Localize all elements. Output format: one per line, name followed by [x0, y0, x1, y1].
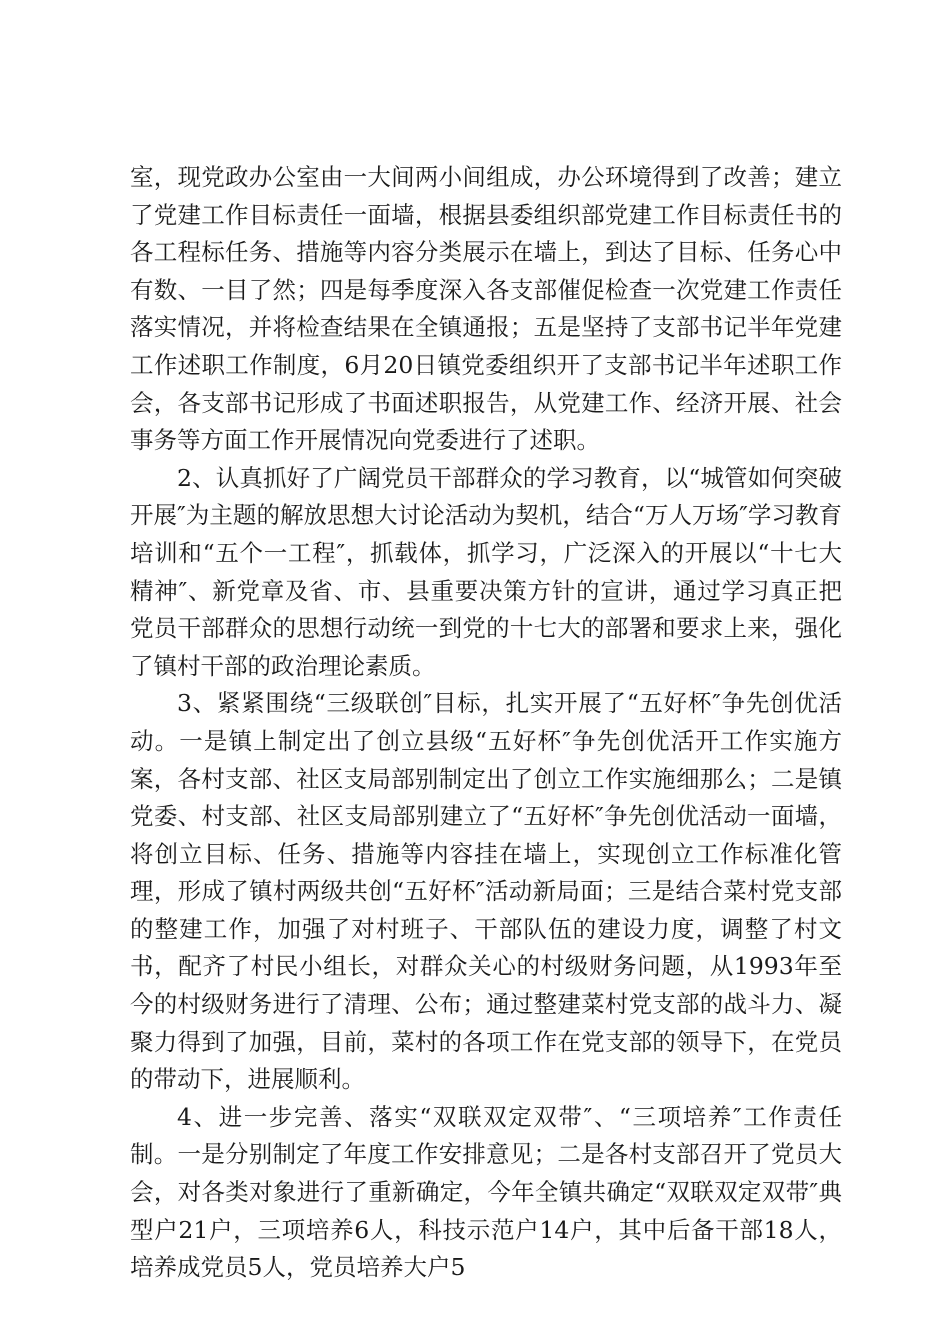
paragraph-4: 4、进一步完善、落实“双联双定双带″、“三项培养″工作责任制。一是分别制定了年度工作安排意见；二是各村支部召开了党员大会，对各类对象进行了重新确定，今年全镇共确定“双联双定双带″典型户21户，三项培养6人，科技示范户14户，其中后备干部18人，培养成党员5人，党员培养大户5	[130, 1102, 842, 1282]
paragraph-3: 3、紧紧围绕“三级联创″目标，扎实开展了“五好杯″争先创优活动。一是镇上制定出了创立县级“五好杯″争先创优活开工作实施方案，各村支部、社区支局部别制定出了创立工作实施细那么；二是镇党委、村支部、社区支局部别建立了“五好杯″争先创优活动一面墙，将创立目标、任务、措施等内容挂在墙上，实现创立工作标准化管理，形成了镇村两级共创“五好杯″活动新局面；三是结合菜村党支部的整建工作，加强了对村班子、干部队伍的建设力度，调整了村文书，配齐了村民小组长，对群众关心的村级财务问题，从1993年至今的村级财务进行了清理、公布；通过整建菜村党支部的战斗力、凝聚力得到了加强，目前，菜村的各项工作在党支部的领导下，在党员的带动下，进展顺利。	[130, 689, 842, 1094]
document-body	[130, 159, 842, 1287]
paragraph-2: 2、认真抓好了广阔党员干部群众的学习教育，以“城管如何突破开展″为主题的解放思想大讨论活动为契机，结合“万人万场″学习教育培训和“五个一工程″，抓载体，抓学习，广泛深入的开展以“十七大精神″、新党章及省、市、县重要决策方针的宣讲，通过学习真正把党员干部群众的思想行动统一到党的十七大的部署和要求上来，强化了镇村干部的政治理论素质。	[130, 463, 842, 680]
paragraph-1: 室，现党政办公室由一大间两小间组成，办公环境得到了改善；建立了党建工作目标责任一面墙，根据县委组织部党建工作目标责任书的各工程标任务、措施等内容分类展示在墙上，到达了目标、任务心中有数、一目了然；四是每季度深入各支部催促检查一次党建工作责任落实情况，并将检查结果在全镇通报；五是坚持了支部书记半年党建工作述职工作制度，6月20日镇党委组织开了支部书记半年述职工作会，各支部书记形成了书面述职报告，从党建工作、经济开展、社会事务等方面工作开展情况向党委进行了述职。	[130, 163, 842, 455]
